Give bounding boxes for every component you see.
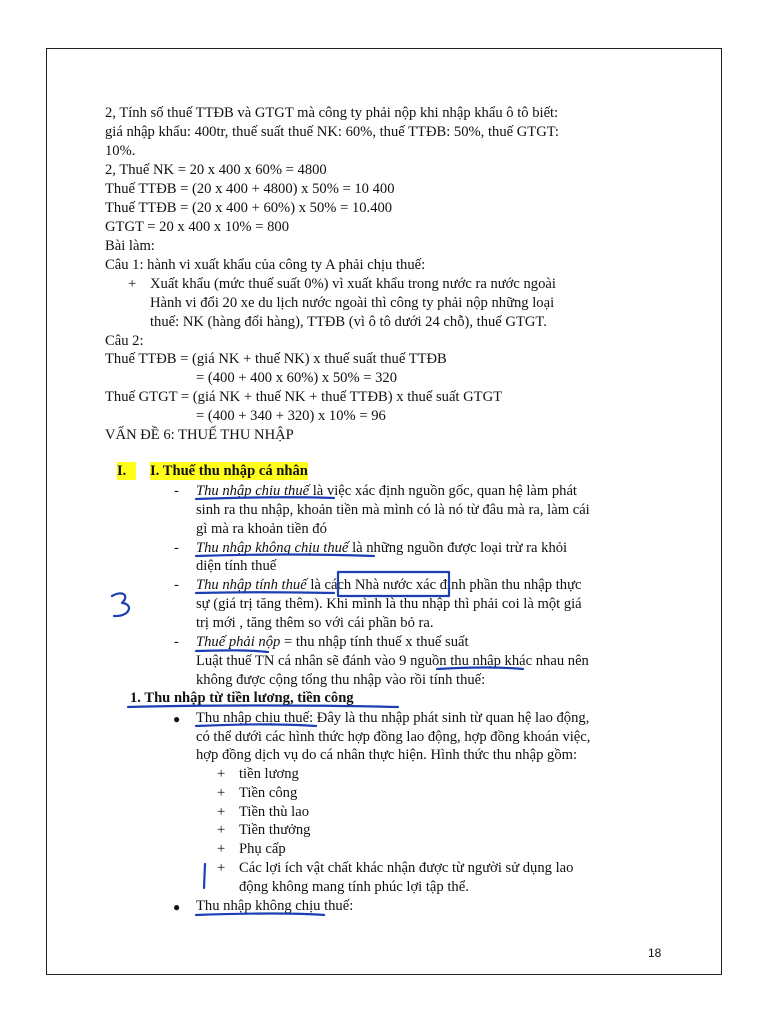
term: Thu nhập chịu thuế bbox=[196, 483, 310, 499]
section-title: I. Thuế thu nhập cá nhân bbox=[150, 463, 308, 479]
text-line: trị mới , tăng thêm so với cái phần bỏ ra. bbox=[196, 615, 434, 631]
underline bbox=[196, 555, 374, 557]
definition-line: Thu nhập tính thuế là cách Nhà nước xác định phần thu nhập thực bbox=[196, 577, 582, 593]
text-line: giá nhập khẩu: 400tr, thuế suất thuế NK: 60%, thuế TTĐB: 50%, thuế GTGT: bbox=[105, 124, 559, 140]
underline bbox=[437, 668, 523, 670]
text-line: sinh ra thu nhập, khoản tiền mà mình có là nó từ đâu mà ra, làm cái bbox=[196, 502, 590, 518]
text-line: 2, Thuế NK = 20 x 400 x 60% = 4800 bbox=[105, 162, 327, 178]
term: Thu nhập tính thuế bbox=[196, 577, 307, 593]
page-number: 18 bbox=[648, 946, 662, 960]
dash-marker: - bbox=[174, 634, 179, 650]
text-line: Câu 2: bbox=[105, 333, 144, 349]
underline bbox=[196, 725, 316, 727]
underline bbox=[196, 592, 334, 593]
text-line: gì mà ra khoản tiền đó bbox=[196, 521, 327, 537]
text-line: Thu nhập không chịu thuế: bbox=[196, 898, 354, 914]
text-line: có thể dưới các hình thức hợp đồng lao động, hợp đồng khoán việc, bbox=[196, 729, 591, 745]
highlight-box bbox=[338, 572, 449, 596]
list-item: Các lợi ích vật chất khác nhận được từ người sử dụng lao bbox=[239, 860, 574, 876]
dash-marker: - bbox=[174, 577, 179, 593]
underline bbox=[196, 497, 334, 499]
dash-marker: - bbox=[174, 483, 179, 499]
text-line: Thuế GTGT = (giá NK + thuế NK + thuế TTĐB) x thuế suất GTGT bbox=[105, 389, 503, 405]
text-line: Thuế TTĐB = (giá NK + thuế NK) x thuế suất thuế TTĐB bbox=[105, 351, 447, 367]
definition-line: Thuế phải nộp = thu nhập tính thuế x thuế suất bbox=[196, 634, 469, 650]
text-line: Câu 1: hành vi xuất khẩu của công ty A phải chịu thuế: bbox=[105, 257, 426, 273]
text-line: không được cộng tổng thu nhập vào rồi tính thuế: bbox=[196, 672, 486, 688]
text-line: động không mang tính phúc lợi tập thể. bbox=[239, 879, 469, 895]
definition-line: Thu nhập không chịu thuế là những nguồn được loại trừ ra khỏi bbox=[196, 540, 568, 556]
section-heading: VẤN ĐỀ 6: THUẾ THU NHẬP bbox=[105, 427, 294, 443]
dash-marker: - bbox=[174, 540, 179, 556]
text-line: 10%. bbox=[105, 143, 136, 159]
plus-marker: + bbox=[217, 841, 226, 857]
bullet-marker: ● bbox=[173, 712, 181, 726]
text-line: hợp đồng dịch vụ do cá nhân thực hiện. Hình thức thu nhập gồm: bbox=[196, 747, 578, 763]
subsection-title: 1. Thu nhập từ tiền lương, tiền công bbox=[130, 690, 354, 706]
text-line: Thuế TTĐB = (20 x 400 + 60%) x 50% = 10.400 bbox=[105, 200, 393, 216]
list-item: Phụ cấp bbox=[239, 841, 286, 857]
vertical-mark bbox=[204, 864, 205, 888]
text-line: thuế: NK (hàng đổi hàng), TTĐB (vì ô tô dưới 24 chỗ), thuế GTGT. bbox=[150, 314, 547, 330]
plus-marker: + bbox=[128, 276, 137, 292]
plus-marker: + bbox=[217, 766, 226, 782]
underline bbox=[196, 650, 268, 652]
text-line: Hành vi đổi 20 xe du lịch nước ngoài thì công ty phải nộp những loại bbox=[150, 295, 555, 311]
bullet-marker: ● bbox=[173, 900, 181, 914]
plus-marker: + bbox=[217, 860, 226, 876]
text-line: sự (giá trị tăng thêm). Khi mình là thu nhập thì phải coi là một giá bbox=[196, 596, 582, 612]
text-line: GTGT = 20 x 400 x 10% = 800 bbox=[105, 219, 290, 235]
list-item: Tiền công bbox=[239, 785, 298, 801]
margin-mark-3 bbox=[112, 593, 129, 616]
underline bbox=[128, 706, 398, 708]
list-item: Tiền thù lao bbox=[239, 804, 310, 820]
underline bbox=[196, 914, 324, 916]
text-line: Bài làm: bbox=[105, 238, 155, 254]
plus-marker: + bbox=[217, 785, 226, 801]
plus-marker: + bbox=[217, 822, 226, 838]
text-line: Luật thuế TN cá nhân sẽ đánh vào 9 nguồn thu nhập khác nhau nên bbox=[196, 653, 589, 669]
text-line: = (400 + 340 + 320) x 10% = 96 bbox=[196, 408, 386, 424]
text-line: Thu nhập chịu thuế: Đây là thu nhập phát sinh từ quan hệ lao động, bbox=[196, 710, 590, 726]
term: Thu nhập không chịu thuế bbox=[196, 540, 349, 556]
section-number: I. bbox=[117, 462, 136, 480]
definition-line: Thu nhập chịu thuế là việc xác định nguồn gốc, quan hệ làm phát bbox=[196, 483, 577, 499]
term: Thuế phải nộp bbox=[196, 634, 281, 650]
plus-marker: + bbox=[217, 804, 226, 820]
text-line: Xuất khẩu (mức thuế suất 0%) vì xuất khẩu trong nước ra nước ngoài bbox=[150, 276, 556, 292]
list-item: tiền lương bbox=[239, 766, 299, 782]
list-item: Tiền thưởng bbox=[239, 822, 311, 838]
text-line: Thuế TTĐB = (20 x 400 + 4800) x 50% = 10 400 bbox=[105, 181, 395, 197]
text-line: 2, Tính số thuế TTĐB và GTGT mà công ty phải nộp khi nhập khẩu ô tô biết: bbox=[105, 105, 559, 121]
text-line: diện tính thuế bbox=[196, 558, 277, 574]
text-line: = (400 + 400 x 60%) x 50% = 320 bbox=[196, 370, 398, 386]
